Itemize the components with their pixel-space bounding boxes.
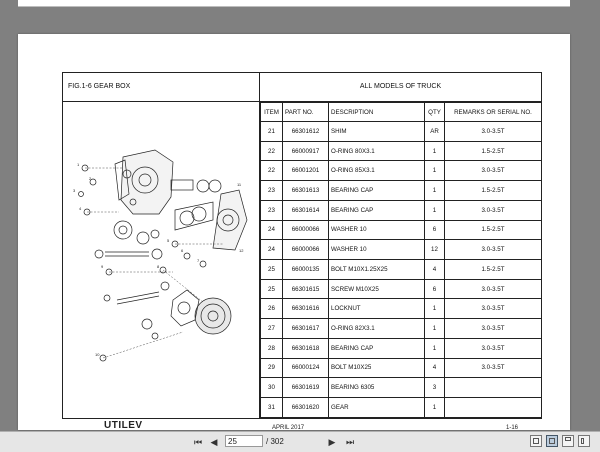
cell-part-no: 66000135 (283, 260, 329, 280)
cell-description: BOLT M10X1.25X25 (329, 260, 425, 280)
cell-part-no: 66000124 (283, 358, 329, 378)
two-page-view-icon[interactable] (578, 435, 590, 447)
table-row (261, 260, 542, 280)
page-number-input[interactable] (225, 435, 263, 447)
cell-description: BEARING 6305 (329, 378, 425, 398)
cell-description: BEARING CAP (329, 200, 425, 220)
cell-item: 23 (261, 200, 283, 220)
cell-remarks: 1.5-2.5T (445, 181, 542, 201)
table-row (261, 378, 542, 398)
table-row (261, 200, 542, 220)
cell-qty: 1 (425, 299, 445, 319)
previous-page-date (270, 0, 308, 1)
cell-item: 22 (261, 161, 283, 181)
cell-part-no: 66001201 (283, 161, 329, 181)
previous-page-number (488, 0, 502, 1)
svg-text:2: 2 (89, 176, 92, 181)
cell-remarks: 1.5-2.5T (445, 220, 542, 240)
table-row (261, 398, 542, 418)
cell-description: BEARING CAP (329, 181, 425, 201)
cell-remarks: 3.0-3.5T (445, 200, 542, 220)
cell-item: 25 (261, 260, 283, 280)
document-page (18, 34, 570, 430)
cell-remarks: 1.5-2.5T (445, 141, 542, 161)
continuous-view-icon[interactable] (562, 435, 574, 447)
col-description: DESCRIPTION (329, 103, 425, 122)
table-row (261, 240, 542, 260)
last-page-icon[interactable]: ⏭ (345, 437, 355, 447)
table-row (261, 122, 542, 142)
footer-date: APRIL 2017 (272, 425, 305, 431)
cell-part-no: 66301615 (283, 279, 329, 299)
svg-text:11: 11 (237, 182, 242, 187)
cell-remarks: 3.0-3.5T (445, 122, 542, 142)
cell-item: 23 (261, 181, 283, 201)
cell-remarks: 3.0-3.5T (445, 161, 542, 181)
cell-part-no: 66301617 (283, 319, 329, 339)
cell-item: 22 (261, 141, 283, 161)
cell-part-no: 66000066 (283, 240, 329, 260)
cell-qty: 4 (425, 260, 445, 280)
cell-item: 21 (261, 122, 283, 142)
cell-part-no: 66301613 (283, 181, 329, 201)
cell-remarks: 3.0-3.5T (445, 319, 542, 339)
cell-description: GEAR (329, 398, 425, 418)
table-row (261, 181, 542, 201)
cell-qty: 4 (425, 358, 445, 378)
svg-text:12: 12 (239, 248, 244, 253)
first-page-icon[interactable]: ⏮ (193, 437, 203, 447)
cell-remarks: 3.0-3.5T (445, 358, 542, 378)
previous-page-strip (18, 0, 570, 7)
table-header-row (261, 103, 542, 122)
models-title: ALL MODELS OF TRUCK (359, 83, 442, 90)
table-row (261, 161, 542, 181)
cell-qty: 6 (425, 220, 445, 240)
cell-description: BOLT M10X25 (329, 358, 425, 378)
cell-part-no: 66301619 (283, 378, 329, 398)
cell-description: O-RING 85X3.1 (329, 161, 425, 181)
parts-table (260, 102, 542, 418)
cell-part-no: 66000917 (283, 141, 329, 161)
cell-remarks: 3.0-3.5T (445, 240, 542, 260)
cell-qty: 6 (425, 279, 445, 299)
footer-page-number: 1-16 (506, 425, 519, 431)
cell-qty: 1 (425, 181, 445, 201)
col-part-no: PART NO. (283, 103, 329, 122)
table-row (261, 319, 542, 339)
cell-item: 24 (261, 240, 283, 260)
svg-text:9: 9 (101, 264, 104, 269)
cell-qty: 1 (425, 319, 445, 339)
cell-remarks: 3.0-3.5T (445, 299, 542, 319)
parts-frame (62, 72, 542, 419)
cell-qty: 1 (425, 338, 445, 358)
cell-description: SHIM (329, 122, 425, 142)
svg-text:6: 6 (181, 248, 184, 253)
col-qty: QTY (425, 103, 445, 122)
svg-text:10: 10 (95, 352, 100, 357)
cell-item: 26 (261, 299, 283, 319)
col-item: ITEM (261, 103, 283, 122)
cell-qty: 3 (425, 378, 445, 398)
cell-part-no: 66301618 (283, 338, 329, 358)
cell-part-no: 66000066 (283, 220, 329, 240)
cell-description: BEARING CAP (329, 338, 425, 358)
figure-title: FIG.1-6 GEAR BOX (68, 83, 131, 90)
cell-description: WASHER 10 (329, 220, 425, 240)
fit-page-view-icon[interactable] (546, 435, 558, 447)
table-row (261, 338, 542, 358)
cell-item: 24 (261, 220, 283, 240)
svg-text:1: 1 (77, 162, 80, 167)
cell-item: 29 (261, 358, 283, 378)
col-remarks: REMARKS OR SERIAL NO. (445, 103, 542, 122)
cell-description: O-RING 82X3.1 (329, 319, 425, 339)
cell-qty: 1 (425, 161, 445, 181)
cell-remarks (445, 398, 542, 418)
brand-logo: UTILEV (104, 420, 143, 431)
table-row (261, 279, 542, 299)
cell-description: O-RING 80X3.1 (329, 141, 425, 161)
cell-part-no: 66301616 (283, 299, 329, 319)
svg-text:5: 5 (167, 238, 170, 243)
cell-item: 31 (261, 398, 283, 418)
cell-qty: 1 (425, 200, 445, 220)
cell-item: 28 (261, 338, 283, 358)
cell-remarks (445, 378, 542, 398)
svg-text:4: 4 (79, 206, 82, 211)
cell-part-no: 66301614 (283, 200, 329, 220)
cell-description: LOCKNUT (329, 299, 425, 319)
single-page-view-icon[interactable] (530, 435, 542, 447)
cell-part-no: 66301612 (283, 122, 329, 142)
cell-remarks: 3.0-3.5T (445, 338, 542, 358)
cell-item: 25 (261, 279, 283, 299)
cell-part-no: 66301620 (283, 398, 329, 418)
cell-item: 30 (261, 378, 283, 398)
next-page-icon[interactable]: ▶ (328, 437, 336, 447)
cell-qty: AR (425, 122, 445, 142)
cell-qty: 12 (425, 240, 445, 260)
table-row (261, 220, 542, 240)
table-row (261, 358, 542, 378)
cell-qty: 1 (425, 398, 445, 418)
svg-text:7: 7 (197, 258, 200, 263)
cell-description: WASHER 10 (329, 240, 425, 260)
cell-remarks: 3.0-3.5T (445, 279, 542, 299)
gearbox-exploded-drawing (63, 102, 259, 418)
previous-page-icon[interactable]: ◀ (210, 437, 218, 447)
cell-item: 27 (261, 319, 283, 339)
viewer-toolbar (0, 431, 600, 452)
table-row (261, 141, 542, 161)
svg-text:8: 8 (157, 264, 160, 269)
page-total: / 302 (266, 437, 284, 446)
cell-description: SCREW M10X25 (329, 279, 425, 299)
table-row (261, 299, 542, 319)
svg-text:3: 3 (73, 188, 76, 193)
cell-remarks: 1.5-2.5T (445, 260, 542, 280)
cell-qty: 1 (425, 141, 445, 161)
